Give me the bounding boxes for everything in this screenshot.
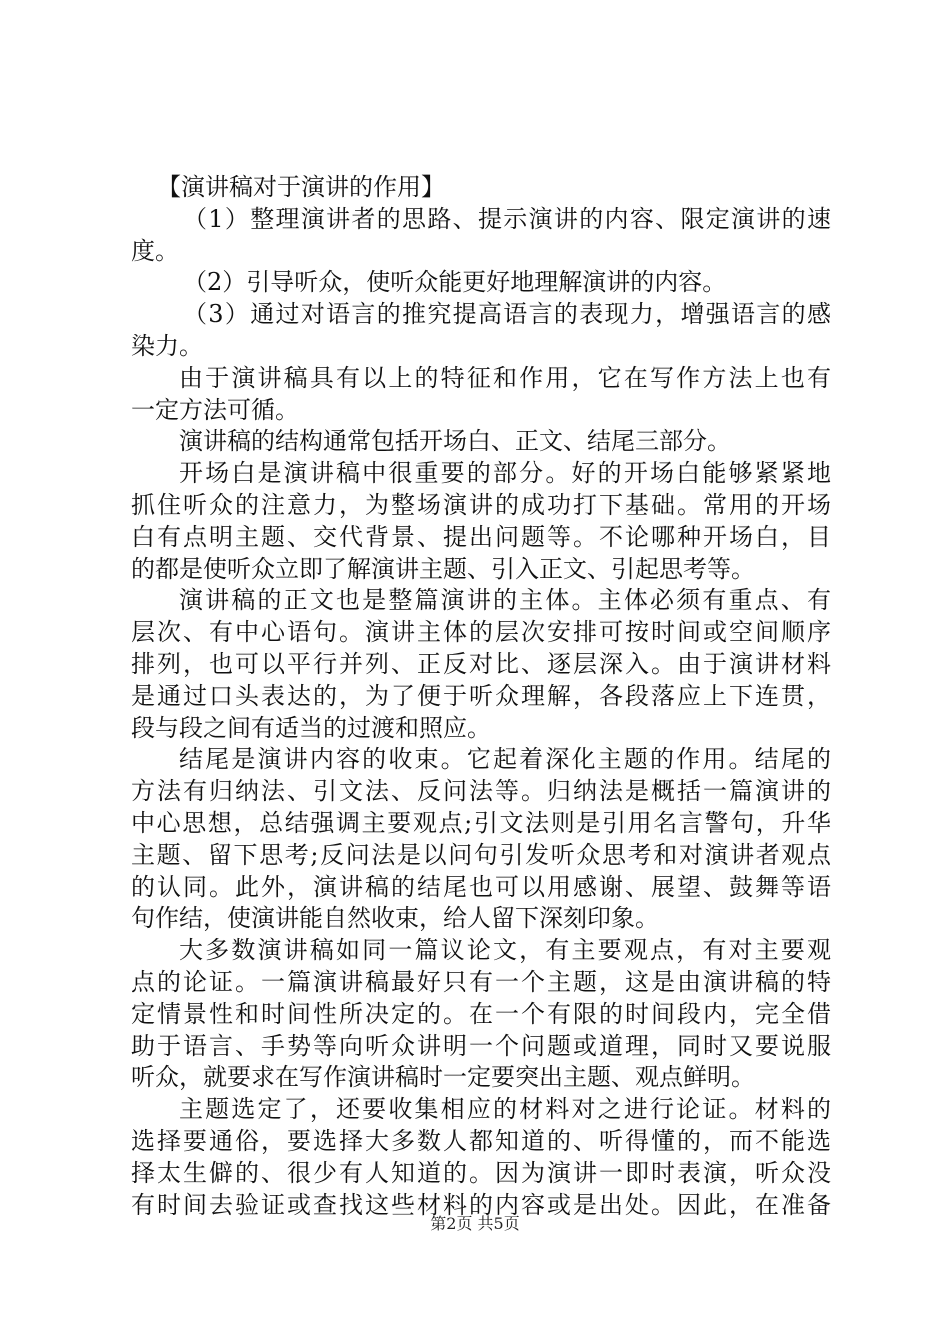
paragraph-line: 主题选定了，还要收集相应的材料对之进行论证。材料的 <box>179 1095 831 1124</box>
paragraph-line: 点的论证。一篇演讲稿最好只有一个主题，这是由演讲稿的特 <box>131 967 831 996</box>
paragraph-line: 层次、有中心语句。演讲主体的层次安排可按时间或空间顺序 <box>131 618 831 647</box>
paragraph-line: 演讲稿的正文也是整篇演讲的主体。主体必须有重点、有 <box>179 586 831 615</box>
paragraph-line: 的认同。此外，演讲稿的结尾也可以用感谢、展望、鼓舞等语 <box>131 872 831 901</box>
paragraph-line: 有时间去验证或查找这些材料的内容或是出处。因此，在准备 <box>131 1190 831 1219</box>
paragraph-line: 开场白是演讲稿中很重要的部分。好的开场白能够紧紧地 <box>179 459 831 488</box>
list-item-2: （2）引导听众，使听众能更好地理解演讲的内容。 <box>183 268 727 297</box>
paragraph-line: 演讲稿的结构通常包括开场白、正文、结尾三部分。 <box>179 427 731 456</box>
paragraph-line: 的都是使听众立即了解演讲主题、引入正文、引起思考等。 <box>131 554 755 583</box>
paragraph-line: 句作结，使演讲能自然收束，给人留下深刻印象。 <box>131 904 659 933</box>
list-item-3: （3）通过对语言的推究提高语言的表现力，增强语言的感 <box>183 300 831 329</box>
paragraph-line: 白有点明主题、交代背景、提出问题等。不论哪种开场白，目 <box>131 522 831 551</box>
paragraph-line: 抓住听众的注意力，为整场演讲的成功打下基础。常用的开场 <box>131 490 831 519</box>
paragraph-line: 排列，也可以平行并列、正反对比、逐层深入。由于演讲材料 <box>131 649 831 678</box>
paragraph-line: 听众，就要求在写作演讲稿时一定要突出主题、观点鲜明。 <box>131 1063 755 1092</box>
paragraph-line: 助于语言、手势等向听众讲明一个问题或道理，同时又要说服 <box>131 1031 831 1060</box>
paragraph-line: 选择要通俗，要选择大多数人都知道的、听得懂的，而不能选 <box>131 1126 831 1155</box>
paragraph-line: 定情景性和时间性所决定的。在一个有限的时间段内，完全借 <box>131 999 831 1028</box>
paragraph-line: 由于演讲稿具有以上的特征和作用，它在写作方法上也有 <box>179 363 831 392</box>
paragraph-line: 段与段之间有适当的过渡和照应。 <box>131 713 491 742</box>
paragraph-line: 主题、留下思考;反问法是以问句引发听众思考和对演讲者观点 <box>131 840 831 869</box>
page-number-footer: 第2页 共5页 <box>430 1214 520 1233</box>
paragraph-line: 中心思想，总结强调主要观点;引文法则是引用名言警句，升华 <box>131 808 831 837</box>
paragraph-line: 择太生僻的、很少有人知道的。因为演讲一即时表演，听众没 <box>131 1158 831 1187</box>
list-item-1-cont: 度。 <box>131 236 179 265</box>
paragraph-line: 一定方法可循。 <box>131 395 299 424</box>
section-heading: 【演讲稿对于演讲的作用】 <box>157 173 445 201</box>
list-item-3-cont: 染力。 <box>131 331 203 360</box>
paragraph-line: 是通过口头表达的，为了便于听众理解，各段落应上下连贯， <box>131 681 831 710</box>
document-body <box>131 172 831 1221</box>
paragraph-line: 方法有归纳法、引文法、反问法等。归纳法是概括一篇演讲的 <box>131 777 831 806</box>
paragraph-line: 结尾是演讲内容的收束。它起着深化主题的作用。结尾的 <box>179 745 831 774</box>
list-item-1: （1）整理演讲者的思路、提示演讲的内容、限定演讲的速 <box>183 204 831 233</box>
paragraph-line: 大多数演讲稿如同一篇议论文，有主要观点，有对主要观 <box>179 936 831 965</box>
